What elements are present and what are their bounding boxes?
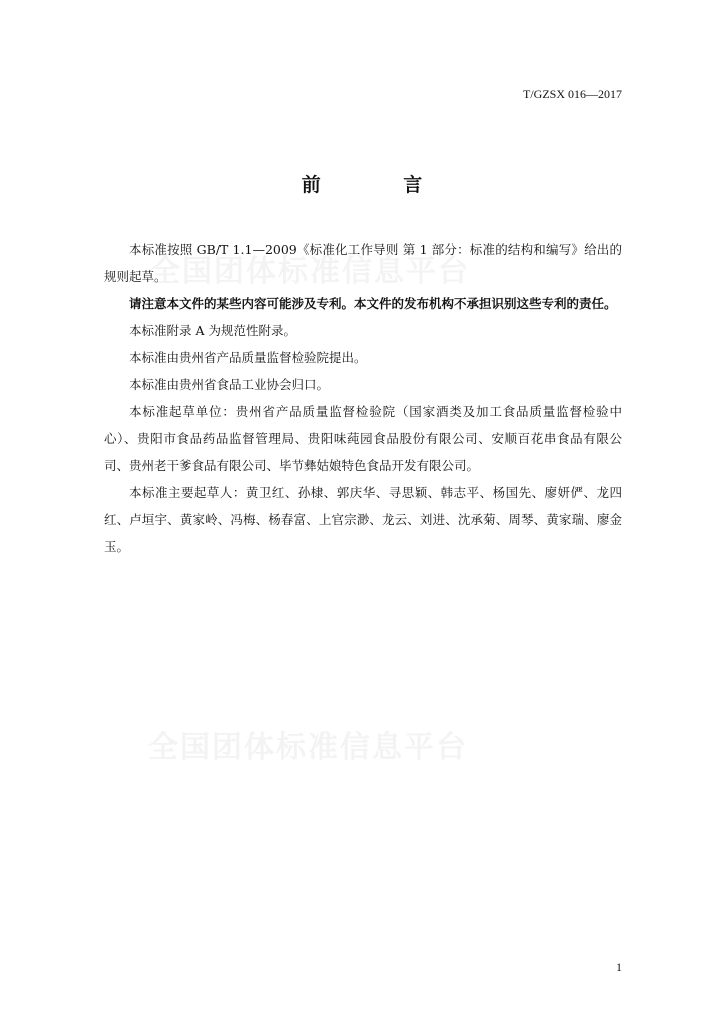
paragraph-drafting-units: 本标准起草单位：贵州省产品质量监督检验院（国家酒类及加工食品质量监督检验中心）、贵阳市食品药品监督管理局、贵阳味莼园食品股份有限公司、安顺百花串食品有限公司、贵州老干爹食品有限公司、毕节彝姑娘特色食品开发有限公司。	[104, 404, 622, 473]
page-title: 前 言	[301, 174, 461, 196]
watermark-bottom: 全国团体标准信息平台	[148, 730, 468, 765]
paragraph-centralized-unit: 本标准由贵州省食品工业协会归口。	[129, 377, 330, 392]
paragraph-drafters: 本标准主要起草人：黄卫红、孙棣、郭庆华、寻思颖、韩志平、杨国先、廖妍俨、龙四红、卢垣宇、黄家岭、冯梅、杨春富、上官宗渺、龙云、刘进、沈承菊、周琴、黄家瑞、廖金玉。	[104, 485, 622, 554]
watermark-top: 全国团体标准信息平台	[150, 254, 470, 289]
paragraph-patent-notice: 请注意本文件的某些内容可能涉及专利。本文件的发布机构不承担识别这些专利的责任。	[129, 296, 617, 311]
paragraph-drafting-rules: 本标准按照 GB/T 1.1—2009《标准化工作导则 第 1 部分：标准的结构和编写》给出的规则起草。	[104, 242, 622, 284]
page-number: 1	[616, 960, 622, 974]
standard-code: T/GZSX 016—2017	[523, 87, 622, 101]
foreword-body	[104, 236, 622, 560]
paragraph-proposer: 本标准由贵州省产品质量监督检验院提出。	[129, 350, 367, 365]
paragraph-appendix: 本标准附录 A 为规范性附录。	[129, 323, 296, 338]
